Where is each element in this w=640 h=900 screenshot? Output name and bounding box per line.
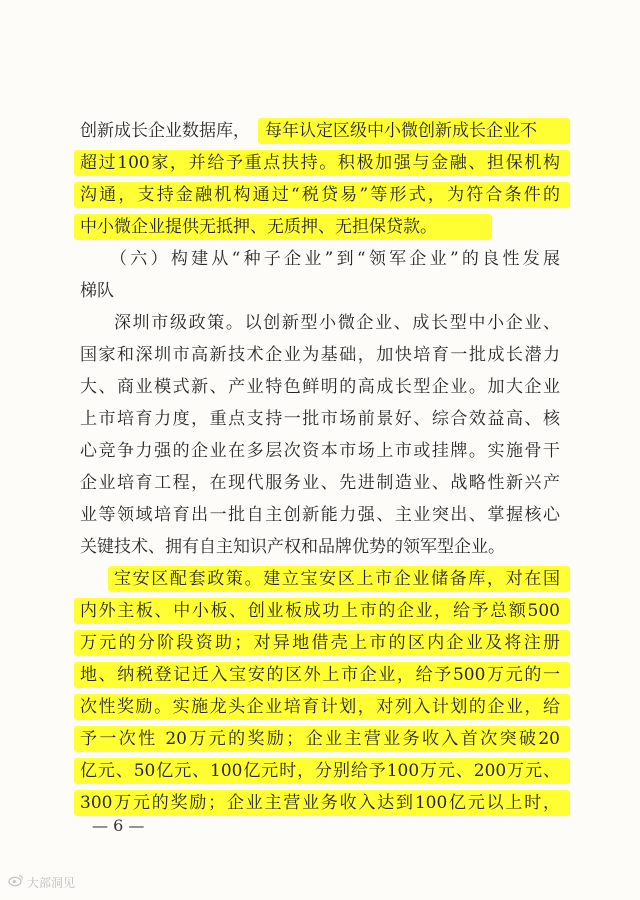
watermark-text: 大部洞见 — [27, 876, 76, 890]
text-line-highlight: 中小微企业提供无抵押、无质押、无担保贷款。 — [80, 217, 437, 237]
text-line-plain: 创新成长企业数据库， — [80, 121, 250, 141]
text-line-highlight: 地、纳税登记迁入宝安的区外上市企业，给予500万元的一 — [80, 665, 560, 685]
text-line-highlight: 超过100家，并给予重点扶持。积极加强与金融、担保机构 — [80, 153, 560, 173]
text-line-highlight: 宝安区配套政策。建立宝安区上市企业储备库，对在国 — [114, 569, 560, 589]
text-line-highlight: 内外主板、中小板、创业板成功上市的企业，给予总额500 — [80, 601, 560, 621]
text-line: 上市培育力度，重点支持一批市场前景好、综合效益高、核 — [80, 409, 560, 429]
weibo-icon — [8, 872, 24, 894]
text-line-highlight: 沟通，支持金融机构通过“税贷易”等形式，为符合条件的 — [80, 185, 560, 205]
text-line-highlight: 每年认定区级中小微创新成长企业不 — [265, 121, 537, 141]
text-line: 业等领域培育出一批自主创新能力强、主业突出、掌握核心 — [80, 505, 560, 525]
text-line-highlight: 次性奖励。实施龙头企业培育计划，对列入计划的企业，给 — [80, 697, 560, 717]
paragraph-first-line: 深圳市级政策。以创新型小微企业、成长型中小企业、 — [114, 313, 560, 333]
text-line: 关键技术、拥有自主知识产权和品牌优势的领军型企业。 — [80, 537, 505, 557]
text-line — [0, 723, 640, 755]
page-number: — 6 — — [92, 816, 145, 835]
text-line — [0, 755, 640, 787]
text-line — [0, 627, 640, 659]
text-line: 心竞争力强的企业在多层次资本市场上市或挂牌。实施骨干 — [80, 441, 560, 461]
text-line: 企业培育工程，在现代服务业、先进制造业、战略性新兴产 — [80, 473, 560, 493]
text-line-highlight: 万元的分阶段资助；对异地借壳上市的区内企业及将注册 — [80, 633, 560, 653]
text-line — [0, 147, 640, 179]
watermark — [8, 872, 75, 894]
text-line — [0, 563, 640, 595]
text-line — [0, 179, 640, 211]
text-line — [0, 211, 640, 243]
text-line-highlight: 亿元、50亿元、100亿元时，分别给予100万元、200万元、 — [80, 761, 560, 781]
text-line — [0, 115, 640, 147]
text-line — [0, 659, 640, 691]
text-line: 国家和深圳市高新技术企业为基础，加快培育一批成长潜力 — [80, 345, 560, 365]
text-line — [0, 595, 640, 627]
text-line: 大、商业模式新、产业特色鲜明的高成长型企业。加大企业 — [80, 377, 560, 397]
text-line-highlight: 300万元的奖励；企业主营业务收入达到100亿元以上时， — [80, 793, 560, 813]
section-heading-continued: 梯队 — [80, 281, 114, 301]
text-line — [0, 691, 640, 723]
section-heading: （六）构建从“种子企业”到“领军企业”的良性发展 — [110, 249, 560, 269]
text-line-highlight: 予一次性 20万元的奖励；企业主营业务收入首次突破20 — [80, 729, 560, 749]
